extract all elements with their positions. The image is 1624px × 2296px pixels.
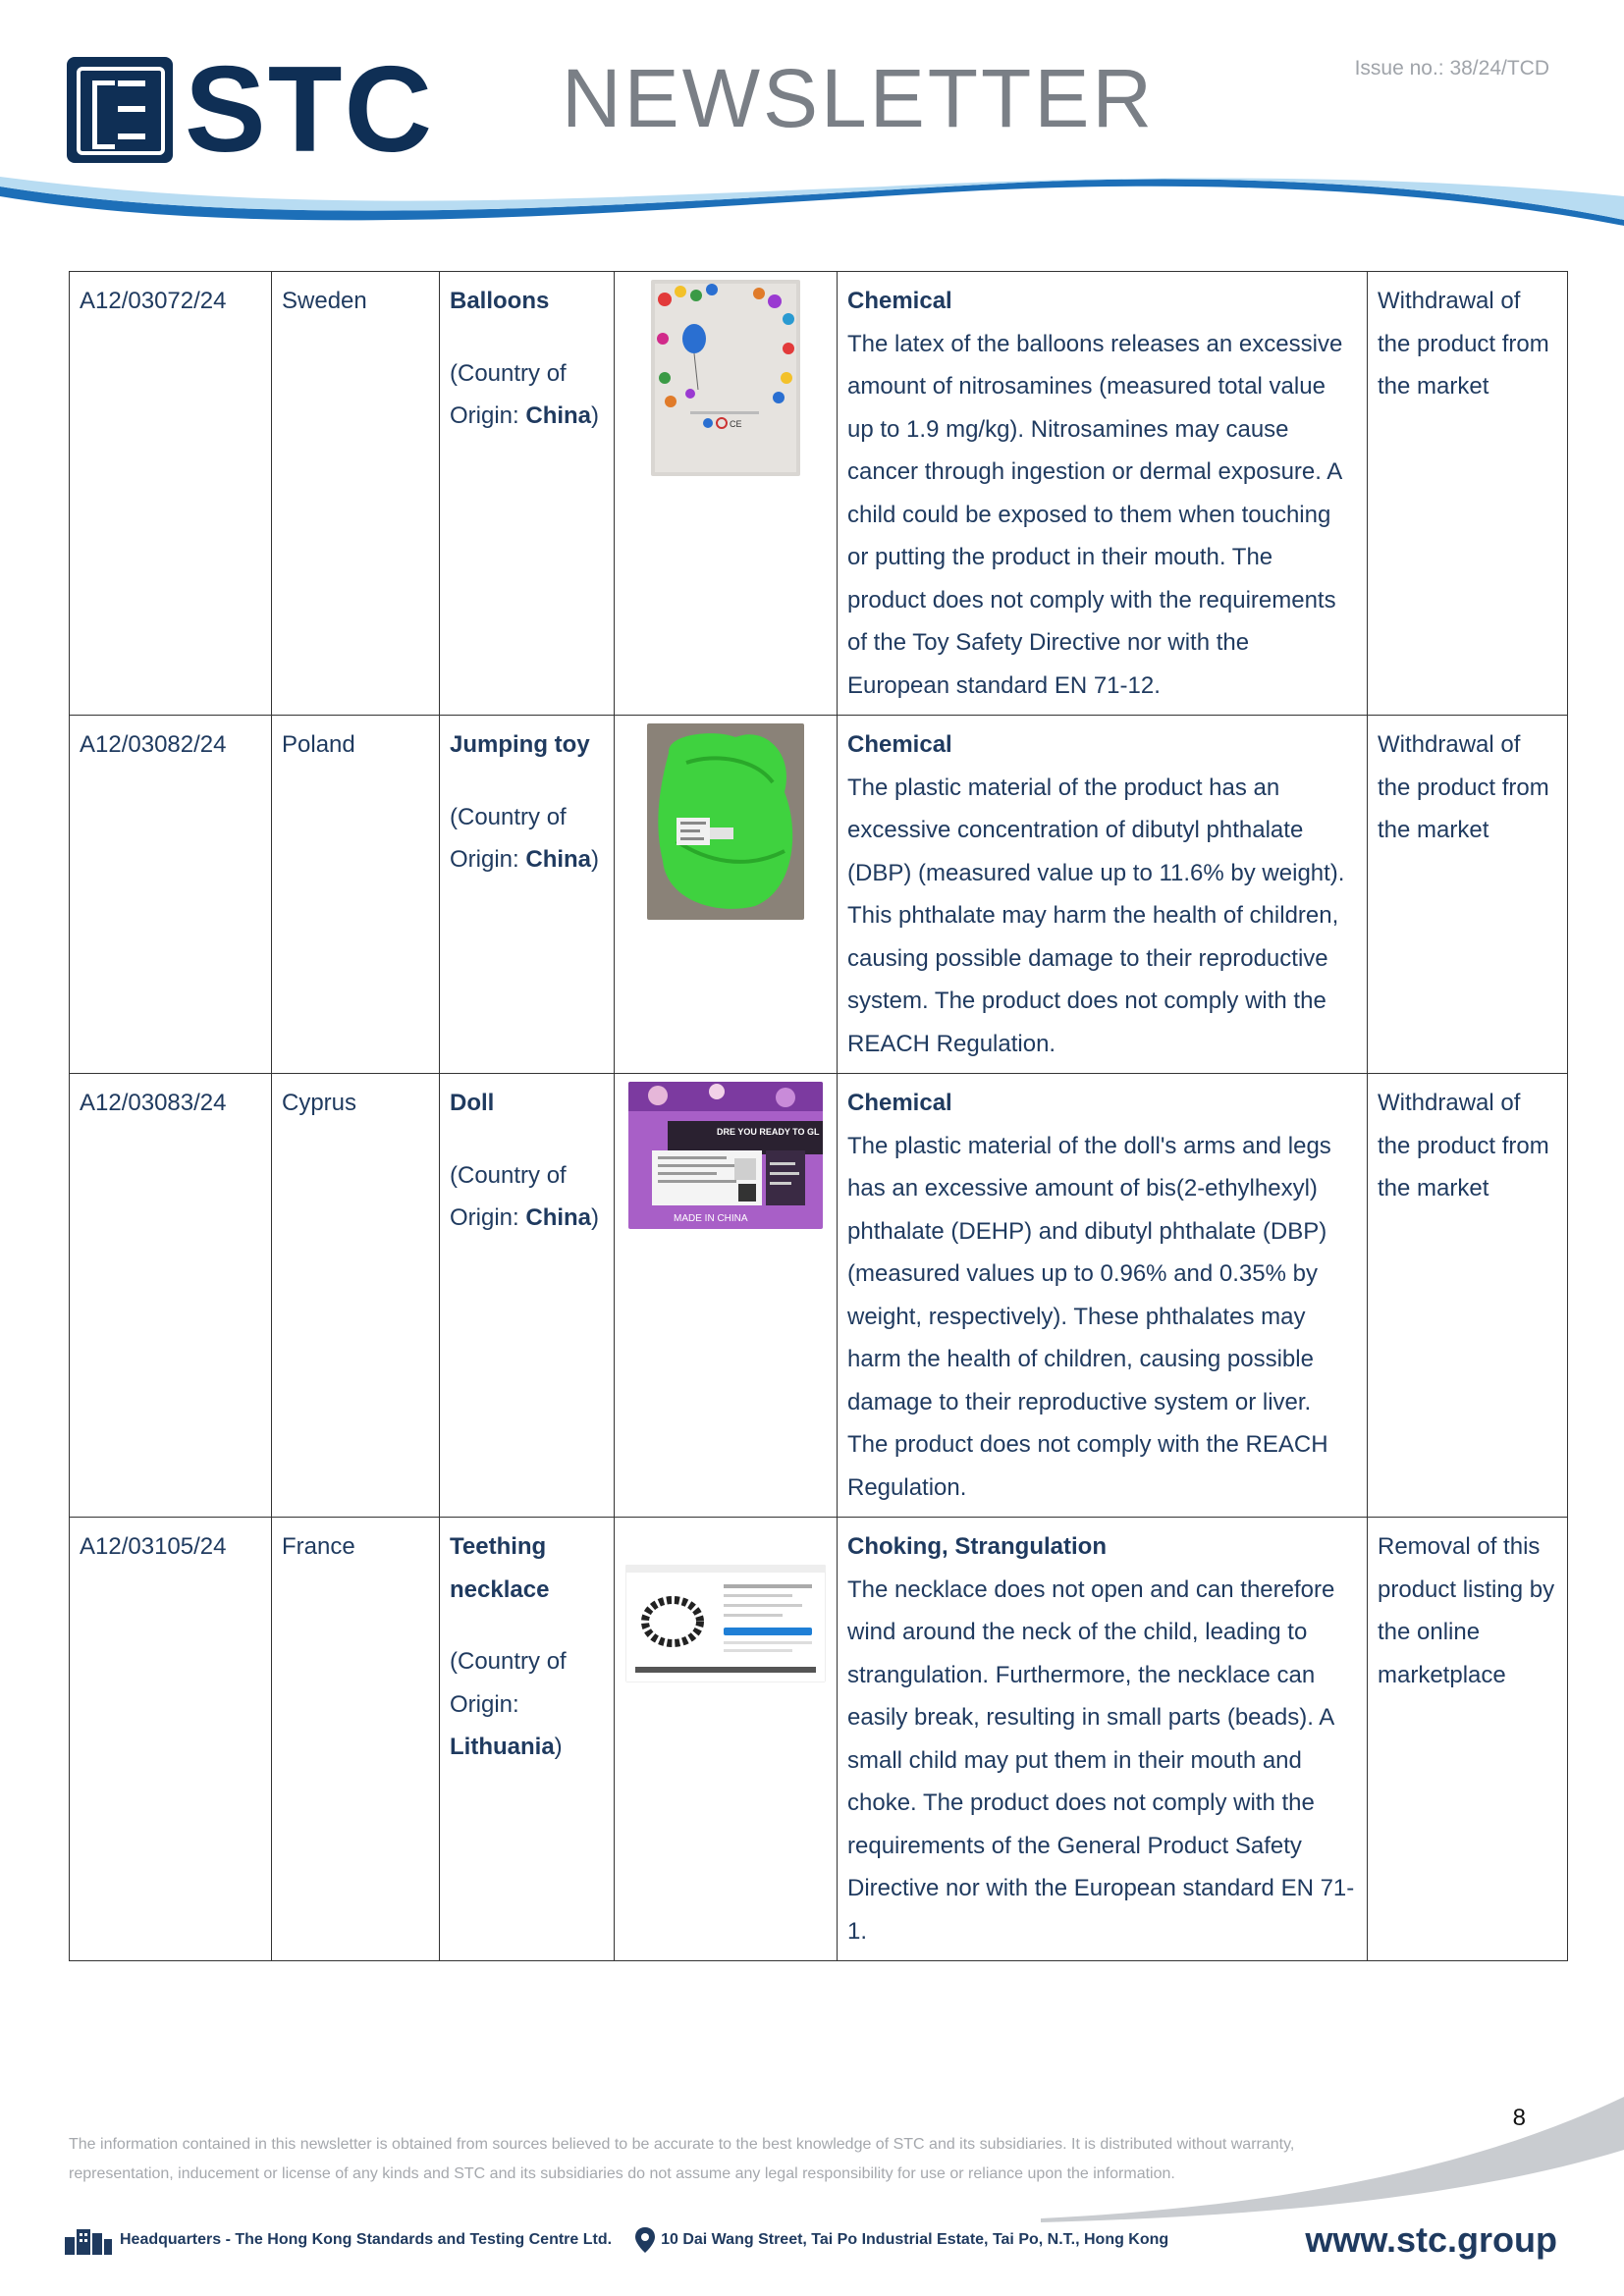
- notifying-country: Cyprus: [272, 1074, 440, 1518]
- measures-taken: Withdrawal of the product from the market: [1368, 1074, 1568, 1518]
- country-of-origin: (Country of Origin: Lithuania): [450, 1648, 567, 1760]
- product-name: Balloons: [450, 288, 550, 314]
- page-header: [0, 0, 1624, 255]
- measures-taken: Withdrawal of the product from the market: [1368, 272, 1568, 716]
- hazard-category: Chemical: [847, 288, 952, 314]
- hazard-category: Chemical: [847, 731, 952, 758]
- header-swoosh: [0, 177, 1624, 255]
- hazard-description: The necklace does not open and can therefore wind around the neck of the child, leading to strangulation. Furthermore, the necklace can easily break, resulting in small parts (beads). A small child may put them in their mouth and choke. The product does not comply with the requirements of the General Product Safety Directive nor with the European standard EN 71-1.: [847, 1575, 1355, 1945]
- headquarters-label: Headquarters - The Hong Kong Standards and Testing Centre Ltd.: [120, 2231, 613, 2248]
- table-row: [70, 716, 1568, 1074]
- table-row: [70, 1074, 1568, 1518]
- svg-text:CE: CE: [730, 419, 742, 429]
- hazard-description: The plastic material of the doll's arms and legs has an excessive amount of bis(2-ethylhexyl) phthalate (DEHP) and dibutyl phthalate (DBP) (measured values up to 0.96% and 0.35% by weight, respectively). These phthalates may harm the health of children, causing possible damage to their reproductive system or liver. The product does not comply with the REACH Regulation.: [847, 1132, 1331, 1501]
- recall-table: [69, 271, 1568, 1961]
- headquarters-address: 10 Dai Wang Street, Tai Po Industrial Estate, Tai Po, N.T., Hong Kong: [661, 2231, 1169, 2248]
- hazard-cell: [838, 1074, 1368, 1518]
- alert-number: A12/03082/24: [70, 716, 272, 1074]
- country-of-origin: (Country of Origin: China): [450, 1161, 600, 1231]
- hazard-description: The latex of the balloons releases an excessive amount of nitrosamines (measured total value up to 1.9 mg/kg). Nitrosamines may cause cancer through ingestion or dermal exposure. A child could be exposed to them when touching or putting the product in their mouth. The product does not comply with the requirements of the Toy Safety Directive nor with the European standard EN 71-12.: [847, 330, 1343, 699]
- product-name: Teething necklace: [450, 1533, 550, 1603]
- product-name: Doll: [450, 1090, 495, 1116]
- country-of-origin: (Country of Origin: China): [450, 803, 600, 873]
- table-row: [70, 1518, 1568, 1961]
- building-icon: [65, 2225, 112, 2255]
- product-image-cell: [615, 716, 838, 1074]
- notifying-country: Sweden: [272, 272, 440, 716]
- page-footer: [65, 2220, 1557, 2260]
- logo-text: STC: [185, 42, 434, 178]
- product-cell: [440, 272, 615, 716]
- newsletter-title: NEWSLETTER: [562, 52, 1156, 144]
- notifying-country: France: [272, 1518, 440, 1961]
- stc-logo: [67, 42, 434, 178]
- product-cell: [440, 1518, 615, 1961]
- hazard-cell: [838, 1518, 1368, 1961]
- balloons-product-image: [651, 280, 800, 476]
- disclaimer: The information contained in this newsletter is obtained from sources believed to be accurate to the best knowledge of STC and its subsidiaries. It is distributed without warranty, representation, inducement or license of any kinds and STC and its subsidiaries do not assume any legal responsibility for use or reliance upon the information.: [69, 2136, 1295, 2182]
- product-cell: [440, 1074, 615, 1518]
- issue-number: Issue no.: 38/24/TCD: [1354, 57, 1549, 80]
- page-number: 8: [1512, 2105, 1526, 2131]
- jumping-toy-product-image: [647, 723, 804, 920]
- product-cell: [440, 716, 615, 1074]
- hazard-category: Chemical: [847, 1090, 952, 1116]
- country-of-origin: (Country of Origin: China): [450, 359, 600, 429]
- svg-text:MADE IN CHINA: MADE IN CHINA: [674, 1213, 748, 1224]
- hazard-category: Choking, Strangulation: [847, 1533, 1107, 1560]
- product-image-cell: [615, 272, 838, 716]
- teething-necklace-product-image: [625, 1565, 826, 1682]
- location-pin-icon: [635, 2227, 655, 2253]
- product-image-cell: [615, 1074, 838, 1518]
- measures-taken: Withdrawal of the product from the market: [1368, 716, 1568, 1074]
- hazard-description: The plastic material of the product has an excessive concentration of dibutyl phthalate (DBP) (measured value up to 11.6% by weight). This phthalate may harm the health of children, causing possible damage to their reproductive system. The product does not comply with the REACH Regulation.: [847, 774, 1345, 1057]
- alert-number: A12/03105/24: [70, 1518, 272, 1961]
- product-name: Jumping toy: [450, 731, 590, 758]
- hazard-cell: [838, 716, 1368, 1074]
- stc-emblem-icon: [67, 57, 173, 163]
- hazard-cell: [838, 272, 1368, 716]
- alert-number: A12/03072/24: [70, 272, 272, 716]
- table-row: [70, 272, 1568, 716]
- doll-product-image: [628, 1082, 823, 1229]
- svg-text:DRE YOU READY TO GL: DRE YOU READY TO GL: [717, 1127, 820, 1137]
- measures-taken: Removal of this product listing by the online marketplace: [1368, 1518, 1568, 1961]
- alert-number: A12/03083/24: [70, 1074, 272, 1518]
- product-image-cell: [615, 1518, 838, 1961]
- website-link[interactable]: www.stc.group: [1305, 2219, 1557, 2260]
- notifying-country: Poland: [272, 716, 440, 1074]
